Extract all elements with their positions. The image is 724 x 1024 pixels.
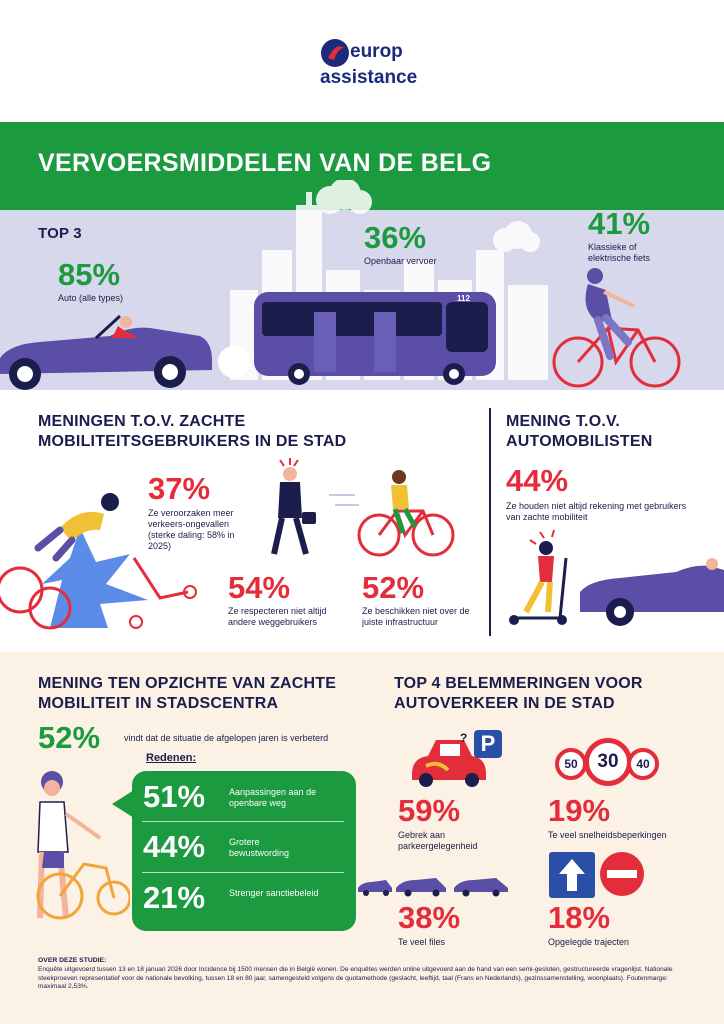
soft-mobility-heading-line1: MENINGEN T.O.V. ZACHTE	[38, 413, 246, 430]
page-title: VERVOERSMIDDELEN VAN DE BELG	[38, 149, 492, 177]
stat-infrastructure-pct: 52%	[362, 570, 425, 605]
stat-motorists-pct: 44%	[506, 463, 569, 498]
one-way-sign	[549, 852, 595, 898]
stat-routes-pct: 18%	[548, 900, 611, 935]
woman-cyclist-illustration	[325, 465, 455, 559]
stat-car-label: Auto (alle types)	[58, 293, 124, 303]
stat-parking-pct: 59%	[398, 793, 461, 828]
stat-accidents-label: Ze veroorzaken meer verkeers-ongevallen (sterke daling: 58% in 2025)	[148, 508, 235, 551]
stat-respect-pct: 54%	[228, 570, 291, 605]
reasons-divider-1	[142, 821, 344, 822]
city-centre-heading-line1: MENING TEN OPZICHTE VAN ZACHTE	[38, 675, 337, 692]
traffic-cars-illustration	[356, 874, 516, 898]
arrow-up-icon	[549, 852, 595, 898]
brand-line1: europ	[350, 41, 403, 62]
stat-bike-pct: 41%	[588, 206, 651, 241]
scooter-car-illustration	[500, 528, 724, 630]
stat-transit-pct: 36%	[364, 220, 427, 255]
motorists-heading-line2: AUTOMOBILISTEN	[506, 433, 653, 450]
obstacles-heading-line2: AUTOVERKEER IN DE STAD	[394, 695, 615, 712]
stat-routes-label: Opgelegde trajecten	[548, 937, 630, 947]
stat-motorists-label: Ze houden niet altijd rekening met gebruikers van zachte mobiliteit	[506, 501, 687, 522]
stat-bike-label: Klassieke of elektrische fiets	[588, 242, 651, 263]
obstacles-heading-line1: TOP 4 BELEMMERINGEN VOOR	[394, 675, 643, 692]
section-divider	[489, 408, 491, 636]
reason-sanction-label: Strenger sanctiebeleid	[229, 888, 319, 898]
stat-speed-pct: 19%	[548, 793, 611, 828]
speed-sign-30: 30	[584, 738, 632, 786]
parking-sign: P	[474, 730, 502, 758]
study-text: Enquête uitgevoerd tussen 13 en 18 januari 2026 door Incidence bij 1500 mensen die in België wonen. De enquêtes werden online uitgevoerd aan de hand van een semi-gesloten, gestructureerde vragenlijst. Nationale steekproeven representatief voor de nationale bevolking, tussen 18 en 80 jaar, samengesteld volgens de quotamethode (geslacht, leeftijd, taal (Frans en Nederlands), gezinssamenstelling, woonplaats). Foutenmarge: maximaal 2,53%.	[38, 966, 673, 990]
soft-mobility-heading-line2: MOBILITEITSGEBRUIKERS IN DE STAD	[38, 433, 347, 450]
reason-sanction-pct: 21%	[143, 880, 206, 915]
reason-awareness-pct: 44%	[143, 829, 206, 864]
speed-sign-50: 50	[555, 748, 587, 780]
stat-accidents-pct: 37%	[148, 471, 211, 506]
stat-speed-label: Te veel snelheidsbeperkingen	[548, 830, 667, 840]
speed-sign-40: 40	[627, 748, 659, 780]
stat-parking-label: Gebrek aan parkeergelegenheid	[398, 830, 478, 851]
city-centre-heading-line2: MOBILITEIT IN STADSCENTRA	[38, 695, 279, 712]
study-title: OVER DEZE STUDIE:	[38, 957, 107, 964]
girl-with-bike-illustration	[30, 768, 130, 934]
motorists-heading-line1: MENING T.O.V.	[506, 413, 621, 430]
reasons-title: Redenen:	[146, 752, 197, 764]
no-entry-sign	[600, 852, 644, 896]
reason-road-label: Aanpassingen aan de openbare weg	[229, 787, 317, 808]
top3-heading: TOP 3	[38, 225, 82, 242]
cyclist-illustration	[550, 262, 685, 390]
stat-respect-label: Ze respecteren niet altijd andere weggebruikers	[228, 606, 327, 627]
stat-transit-label: Openbaar vervoer	[364, 256, 437, 266]
brand-logo	[320, 38, 418, 90]
reason-awareness-label: Grotere bewustwording	[229, 837, 290, 858]
svg-text:?: ?	[460, 731, 468, 745]
pedestrian-illustration	[262, 456, 322, 556]
reasons-divider-2	[142, 872, 344, 873]
bus-number: 112	[457, 294, 470, 303]
no-entry-bar	[607, 870, 637, 878]
stat-traffic-label: Te veel files	[398, 937, 446, 947]
stat-infrastructure-label: Ze beschikken niet over de juiste infrastructuur	[362, 606, 470, 627]
stat-improved-pct: 52%	[38, 720, 101, 755]
stat-improved-label: vindt dat de situatie de afgelopen jaren is verbeterd	[124, 733, 329, 743]
stat-car-pct: 85%	[58, 257, 121, 292]
reason-road-pct: 51%	[143, 779, 206, 814]
stat-traffic-pct: 38%	[398, 900, 461, 935]
logo-icon	[320, 38, 350, 68]
convertible-car-illustration	[0, 308, 215, 392]
brand-line2: assistance	[320, 67, 418, 88]
